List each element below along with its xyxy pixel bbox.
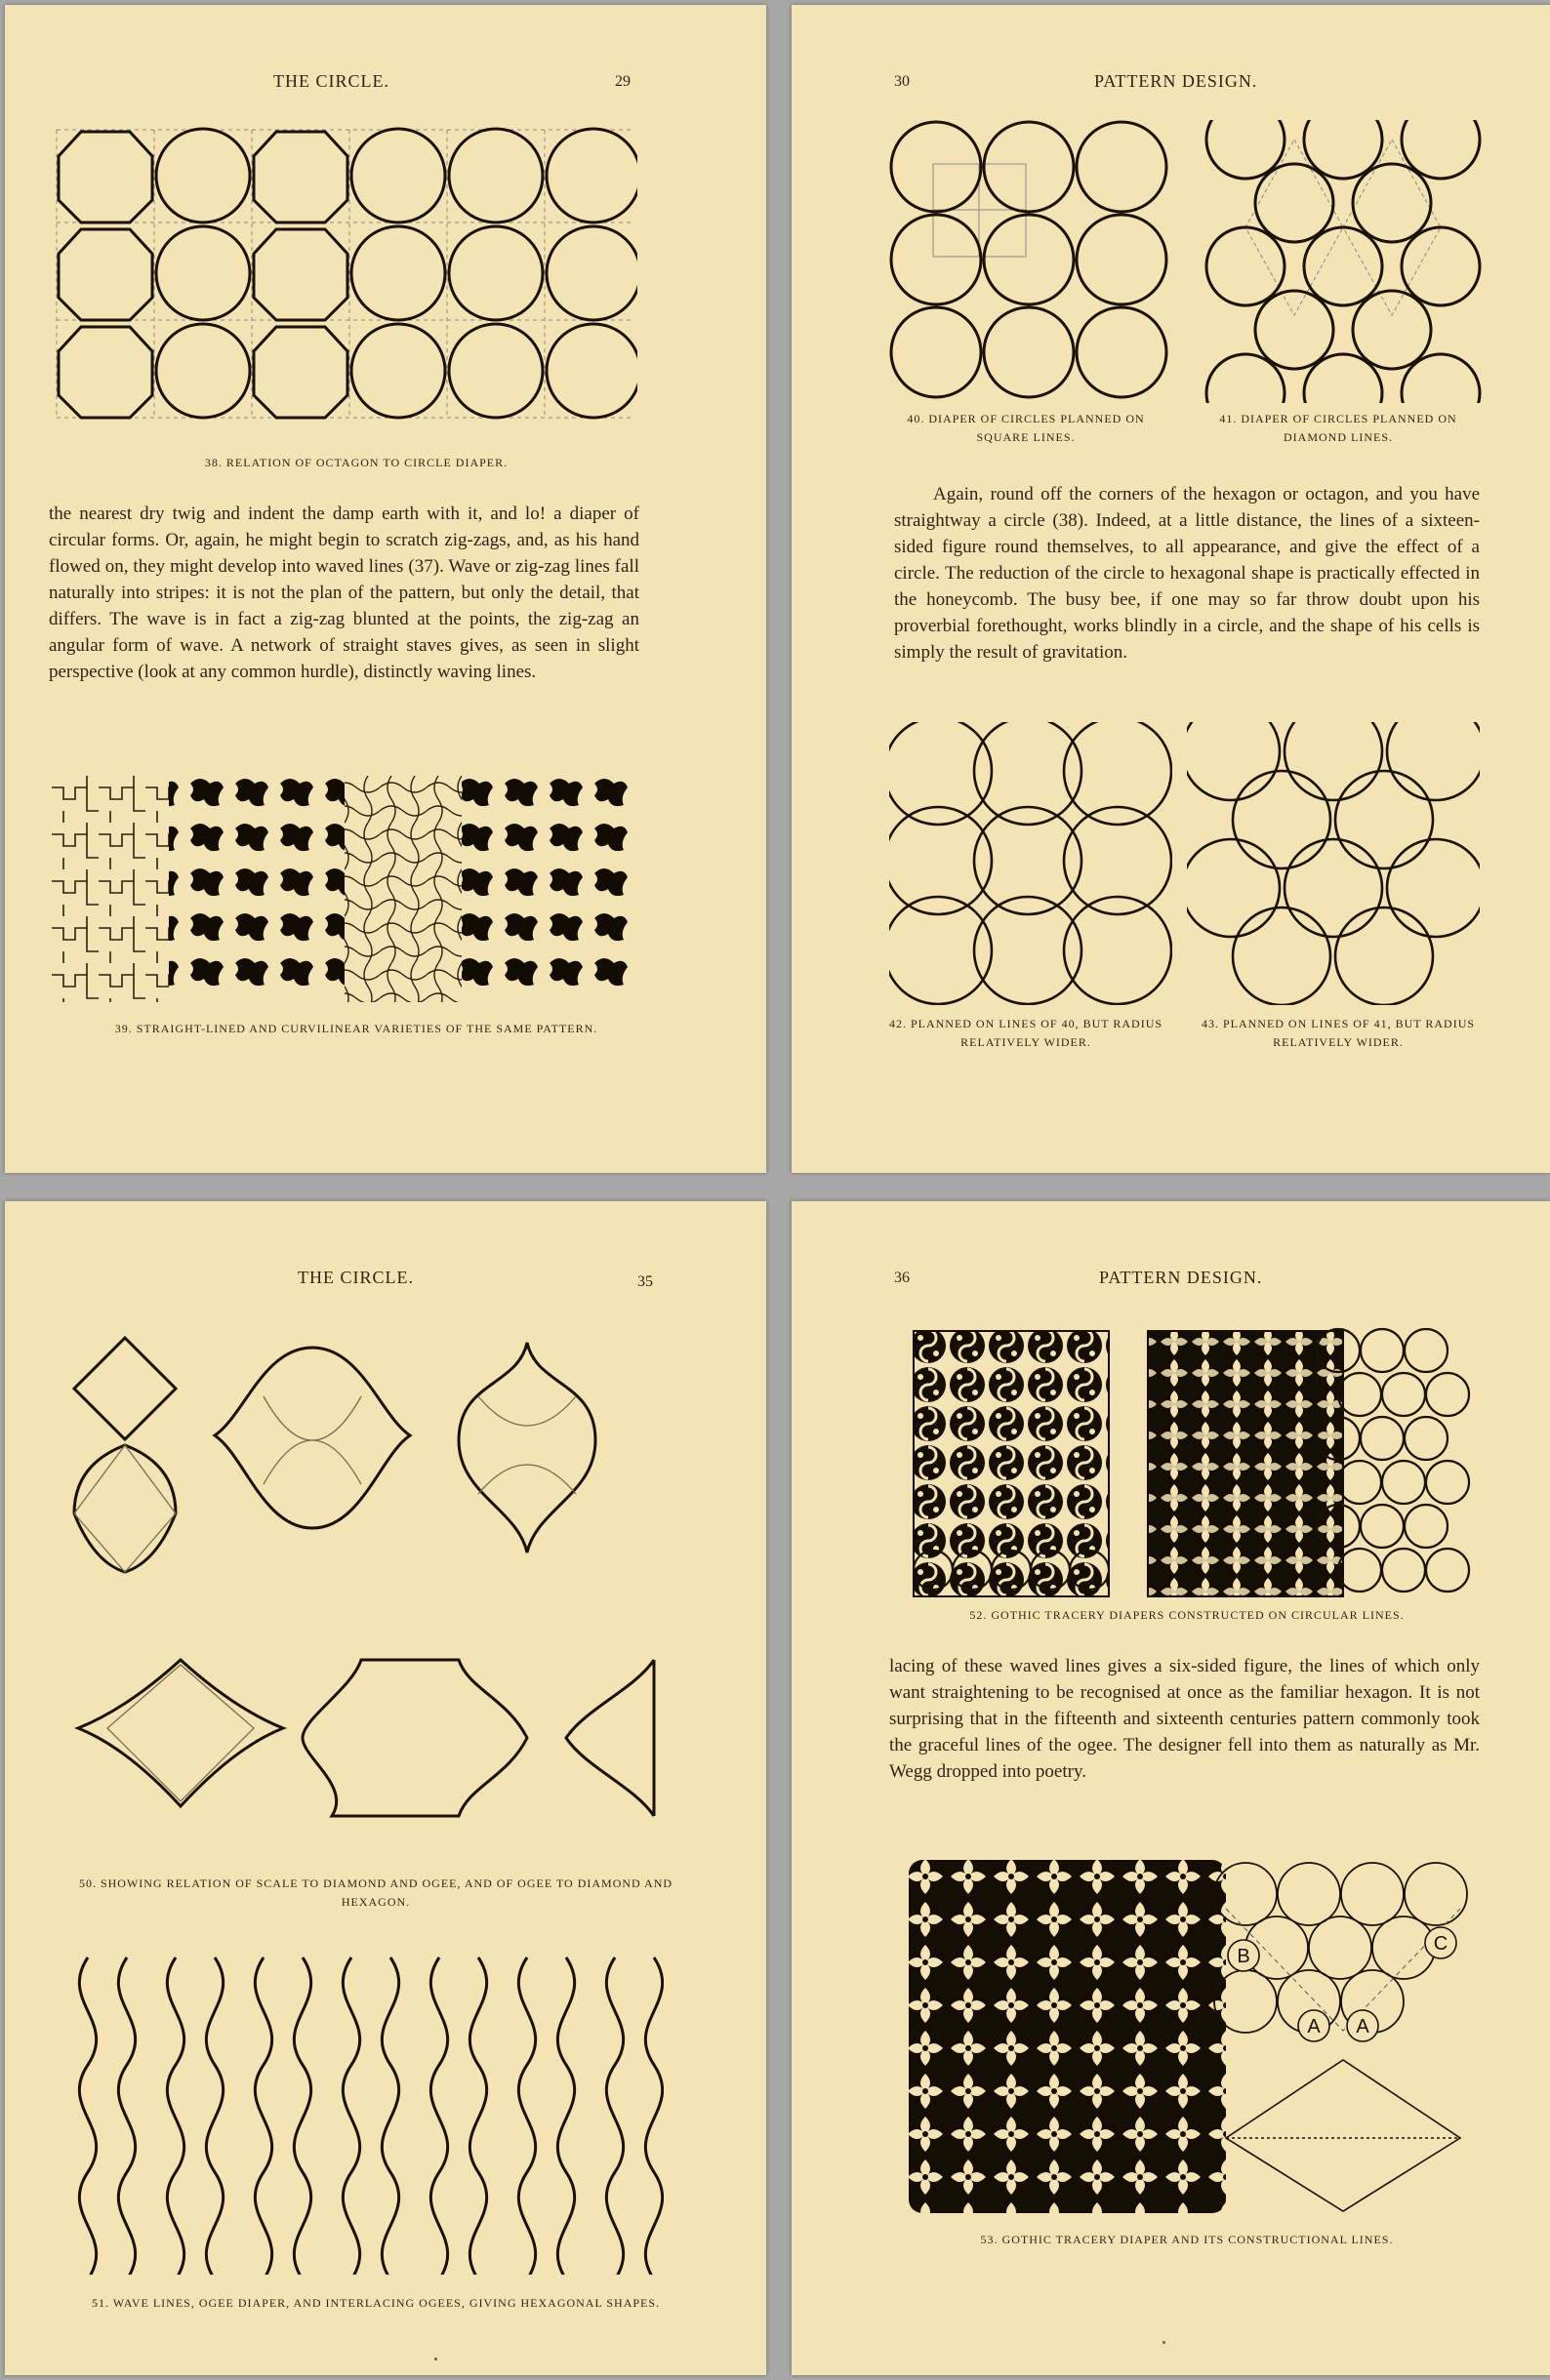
page-number: 35 [637,1273,653,1290]
page-36 [792,1201,1550,2375]
page-mark [1162,2341,1165,2344]
construction-label-b: B [1237,1946,1250,1967]
figure-50-scale-diamond-ogee [68,1328,673,1855]
page-35 [5,1201,766,2375]
caption-fig-39: 39. STRAIGHT-LINED AND CURVILINEAR VARIETIES OF THE SAME PATTERN. [114,1022,598,1035]
figure-38-octagon-circle-diaper [52,120,637,442]
caption-fig-38: 38. RELATION OF OCTAGON TO CIRCLE DIAPER. [204,456,509,469]
figure-51-wave-lines-ogee [68,1953,664,2275]
page-30 [792,5,1550,1173]
figure-41-diamond-circle-diaper [1202,120,1485,403]
figure-53-gothic-tracery-construction [904,1855,1480,2221]
construction-label-c: C [1433,1933,1448,1955]
running-header: THE CIRCLE. [298,1268,414,1287]
caption-fig-41: 41. DIAPER OF CIRCLES PLANNED ON DIAMOND LINES. [1219,412,1457,444]
caption-fig-43: 43. PLANNED ON LINES OF 41, BUT RADIUS RELATIVELY WIDER. [1201,1017,1476,1049]
construction-label-a1: A [1307,2016,1321,2037]
caption-fig-52: 52. GOTHIC TRACERY DIAPERS CONSTRUCTED ON CIRCULAR LINES. [969,1608,1405,1622]
body-text: Again, round off the corners of the hexagon or octagon, and you have straightway a circle (38). Indeed, at a little distance, the lines of a sixteen-sided figure round themselves, to all appearance, and give the effect of a circle. The reduction of the circle to hexagonal shape is practically effected in the honeycomb. The busy bee, if one may so far throw doubt upon his proverbial forethought, works blindly in a circle, and the shape of his cells is simply the result of gravitation. [894,484,1480,663]
figure-42-wider-radius-square [889,722,1172,1005]
figure-52-gothic-tracery-diapers [909,1326,1475,1599]
page-number: 30 [894,73,910,90]
running-header: THE CIRCLE. [273,71,389,91]
caption-fig-42: 42. PLANNED ON LINES OF 40, BUT RADIUS RELATIVELY WIDER. [888,1017,1163,1049]
construction-label-a2: A [1356,2016,1369,2037]
figure-40-square-circle-diaper [889,120,1172,403]
page-mark [434,2358,437,2360]
figure-43-wider-radius-diamond [1187,722,1480,1005]
page-number: 29 [615,73,631,90]
caption-fig-50: 50. SHOWING RELATION OF SCALE TO DIAMOND AND OGEE, AND OF OGEE TO DIAMOND AND HEXAGON. [78,1876,673,1909]
caption-fig-51: 51. WAVE LINES, OGEE DIAPER, AND INTERLACING OGEES, GIVING HEXAGONAL SHAPES. [91,2296,661,2310]
running-header: PATTERN DESIGN. [1099,1268,1263,1287]
page-number: 36 [894,1270,910,1286]
body-text: lacing of these waved lines gives a six-sided figure, the lines of which only want straightening to be recognised at once as the familiar hexagon. It is not surprising that in the fifteenth and sixteenth centuries pattern commonly took the graceful lines of the ogee. The designer fell into them as naturally as Mr. Wegg dropped into poetry. [889,1656,1480,1782]
caption-fig-40: 40. DIAPER OF CIRCLES PLANNED ON SQUARE LINES. [907,412,1145,444]
caption-fig-53: 53. GOTHIC TRACERY DIAPER AND ITS CONSTRUCTIONAL LINES. [980,2233,1394,2246]
running-header: PATTERN DESIGN. [1094,71,1258,91]
body-text: the nearest dry twig and indent the damp earth with it, and lo! a diaper of circular forms. Or, again, he might begin to scratch zig-zags, and, as his hand flowed on, they might develop into waved lines (37). Wave or zig-zag lines fall naturally into stripes: it is not the plan of the pattern, but only the detail, that differs. The wave is in fact a zig-zag blunted at the points, the zig-zag an angular form of wave. A network of straight staves gives, as seen in slight perspective (look at any common hurdle), distinctly waving lines. [49,504,639,682]
figure-39-straight-curvilinear-pattern [52,776,637,1002]
page-29 [5,5,766,1173]
